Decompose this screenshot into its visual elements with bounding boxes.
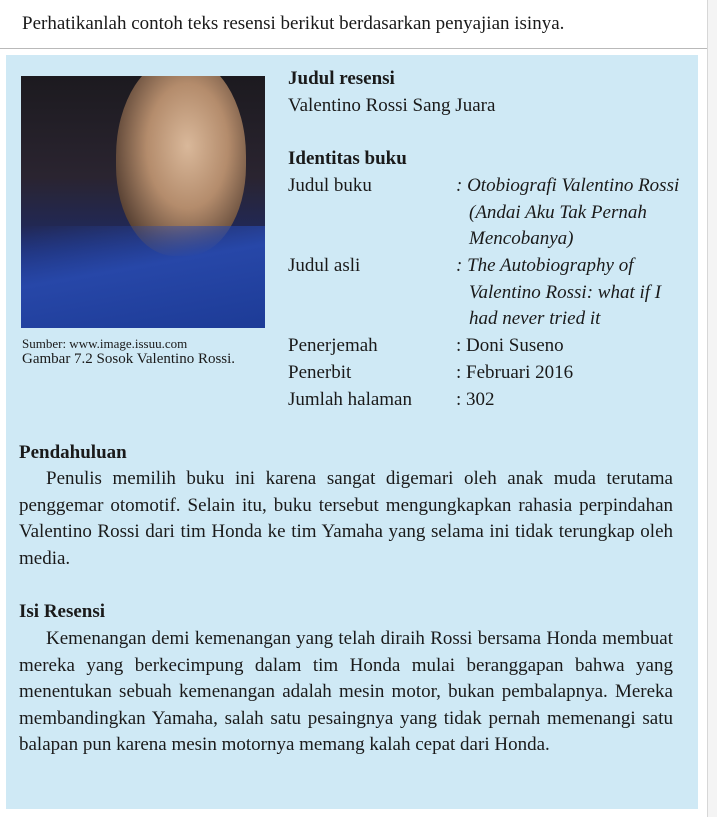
identity-label-judul-asli: Judul asli (288, 255, 361, 276)
identity-value-penerjemah: : Doni Suseno (456, 335, 564, 356)
book-cover-image (21, 76, 265, 328)
rossi-suit (21, 226, 265, 328)
divider (0, 48, 717, 49)
section-title-isi-resensi: Isi Resensi (19, 601, 106, 622)
paragraph-pendahuluan: Penulis memilih buku ini karena sangat digemari oleh anak muda terutama penggemar otomotif. Selain itu, buku tersebut mengungkapkan rahasia perpindahan Valentino Rossi dari tim Honda ke tim Yamaha yang selama ini tidak terungkap oleh media. (19, 468, 673, 569)
identity-label-jumlah-halaman: Jumlah halaman (288, 389, 412, 410)
book-cover-background (21, 76, 265, 328)
intro-instruction: Perhatikanlah contoh teks resensi berikut berdasarkan penyajian isinya. (22, 13, 565, 34)
identity-value-judul-buku: : Otobiografi Valentino Rossi (Andai Aku Tak Pernah Mencobanya) (456, 175, 680, 249)
identity-label-penerbit: Penerbit (288, 362, 352, 383)
identity-label-penerjemah: Penerjemah (288, 335, 378, 356)
identity-value-penerbit: : Februari 2016 (456, 362, 574, 383)
paragraph-isi-resensi: Kemenangan demi kemenangan yang telah diraih Rossi bersama Honda membuat mereka yang berkecimpung dalam tim Honda mulai beranggapan bahwa yang menentukan sebuah kemenangan adalah mesin motor, bukan pembalapnya. Mereka membandingkan Yamaha, salah satu pesaingnya yang tidak pernah memenangi satu balapan pun karena mesin motornya memang kalah cepat dari Honda. (19, 628, 673, 755)
image-caption: Gambar 7.2 Sosok Valentino Rossi. (22, 351, 236, 367)
book-identity-label: Identitas buku (288, 148, 407, 169)
identity-value-jumlah-halaman: : 302 (456, 389, 495, 410)
review-title-value: Valentino Rossi Sang Juara (288, 95, 496, 116)
review-title-label: Judul resensi (288, 68, 395, 89)
identity-value-judul-asli: : The Autobiography of Valentino Rossi: what if I had never tried it (456, 255, 662, 329)
section-title-pendahuluan: Pendahuluan (19, 442, 127, 463)
identity-label-judul-buku: Judul buku (288, 175, 372, 196)
image-source: Sumber: www.image.issuu.com (22, 336, 188, 351)
page-edge (707, 0, 717, 817)
